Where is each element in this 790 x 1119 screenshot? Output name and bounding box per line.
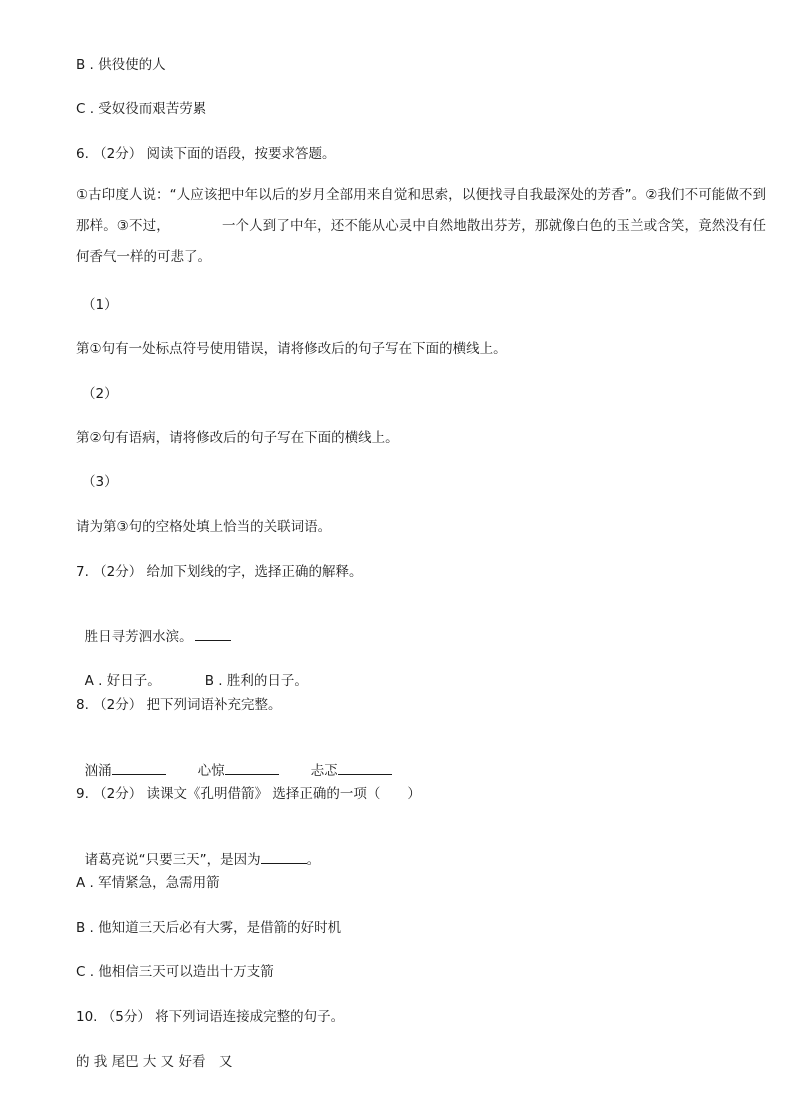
q7-answer-blank xyxy=(195,626,231,641)
q6-sub2-text: 第②句有语病，请将修改后的句子写在下面的横线上。 xyxy=(76,430,399,446)
q8-words xyxy=(76,740,392,781)
q9-answer-blank xyxy=(261,849,307,864)
q8-blank-3 xyxy=(338,760,392,775)
q7-header: 7. （2分） 给加下划线的字，选择正确的解释。 xyxy=(76,564,363,580)
q8-word-1: 汹涌 xyxy=(84,763,112,779)
q6-sub3-text: 请为第③句的空格处填上恰当的关联词语。 xyxy=(76,519,332,535)
q10-words: 的 我 尾巴 大 又 好看 又 xyxy=(76,1054,233,1070)
q7-sentence-text: 胜日寻芳泗水滨。 xyxy=(84,629,193,645)
q5-option-b: B . 供役使的人 xyxy=(76,57,166,73)
q9-header: 9. （2分） 读课文《孔明借箭》 选择正确的一项（ ） xyxy=(76,786,421,802)
q9-option-c: C . 他相信三天可以造出十万支箭 xyxy=(76,964,274,980)
q6-sub1-number: （1） xyxy=(82,297,118,313)
q7-option-b: B . 胜利的日子。 xyxy=(204,673,308,689)
q6-header: 6. （2分） 阅读下面的语段，按要求答题。 xyxy=(76,146,336,162)
q6-sub3-number: （3） xyxy=(82,474,118,490)
q8-blank-2 xyxy=(225,760,279,775)
q7-sentence xyxy=(76,606,231,647)
q6-sub1-text: 第①句有一处标点符号使用错误，请将修改后的句子写在下面的横线上。 xyxy=(76,341,507,357)
q5-option-c: C . 受奴役而艰苦劳累 xyxy=(76,101,207,117)
q9-stem xyxy=(76,829,320,870)
q9-option-a: A . 军情紧急，急需用箭 xyxy=(76,875,220,891)
q6-sub2-number: （2） xyxy=(82,386,118,402)
q8-header: 8. （2分） 把下列词语补充完整。 xyxy=(76,697,282,713)
q8-word-3: 忐忑 xyxy=(310,763,338,779)
q6-passage xyxy=(76,180,766,273)
q6-passage-part-1: ①古印度人说：“人应该把中年以后的岁月全部用来自觉和思索，以便找寻自我最深处的芳香”。②我们不可能做不到那样。③不过， xyxy=(76,187,766,234)
q10-header: 10. （5分） 将下列词语连接成完整的句子。 xyxy=(76,1009,345,1025)
q8-blank-1 xyxy=(112,760,166,775)
q7-options xyxy=(76,651,308,691)
q7-option-a: A . 好日子。 xyxy=(84,673,161,689)
q8-word-2: 心惊 xyxy=(197,763,225,779)
q6-passage-part-2: 一个人到了中年，还不能从心灵中自然地散出芬芳，那就像白色的玉兰或含笑，竟然没有任何香气一样的可悲了。 xyxy=(76,218,767,265)
q9-option-b: B . 他知道三天后必有大雾，是借箭的好时机 xyxy=(76,920,342,936)
q9-stem-end: 。 xyxy=(306,852,321,868)
q9-stem-text: 诸葛亮说“只要三天”，是因为 xyxy=(84,852,261,868)
